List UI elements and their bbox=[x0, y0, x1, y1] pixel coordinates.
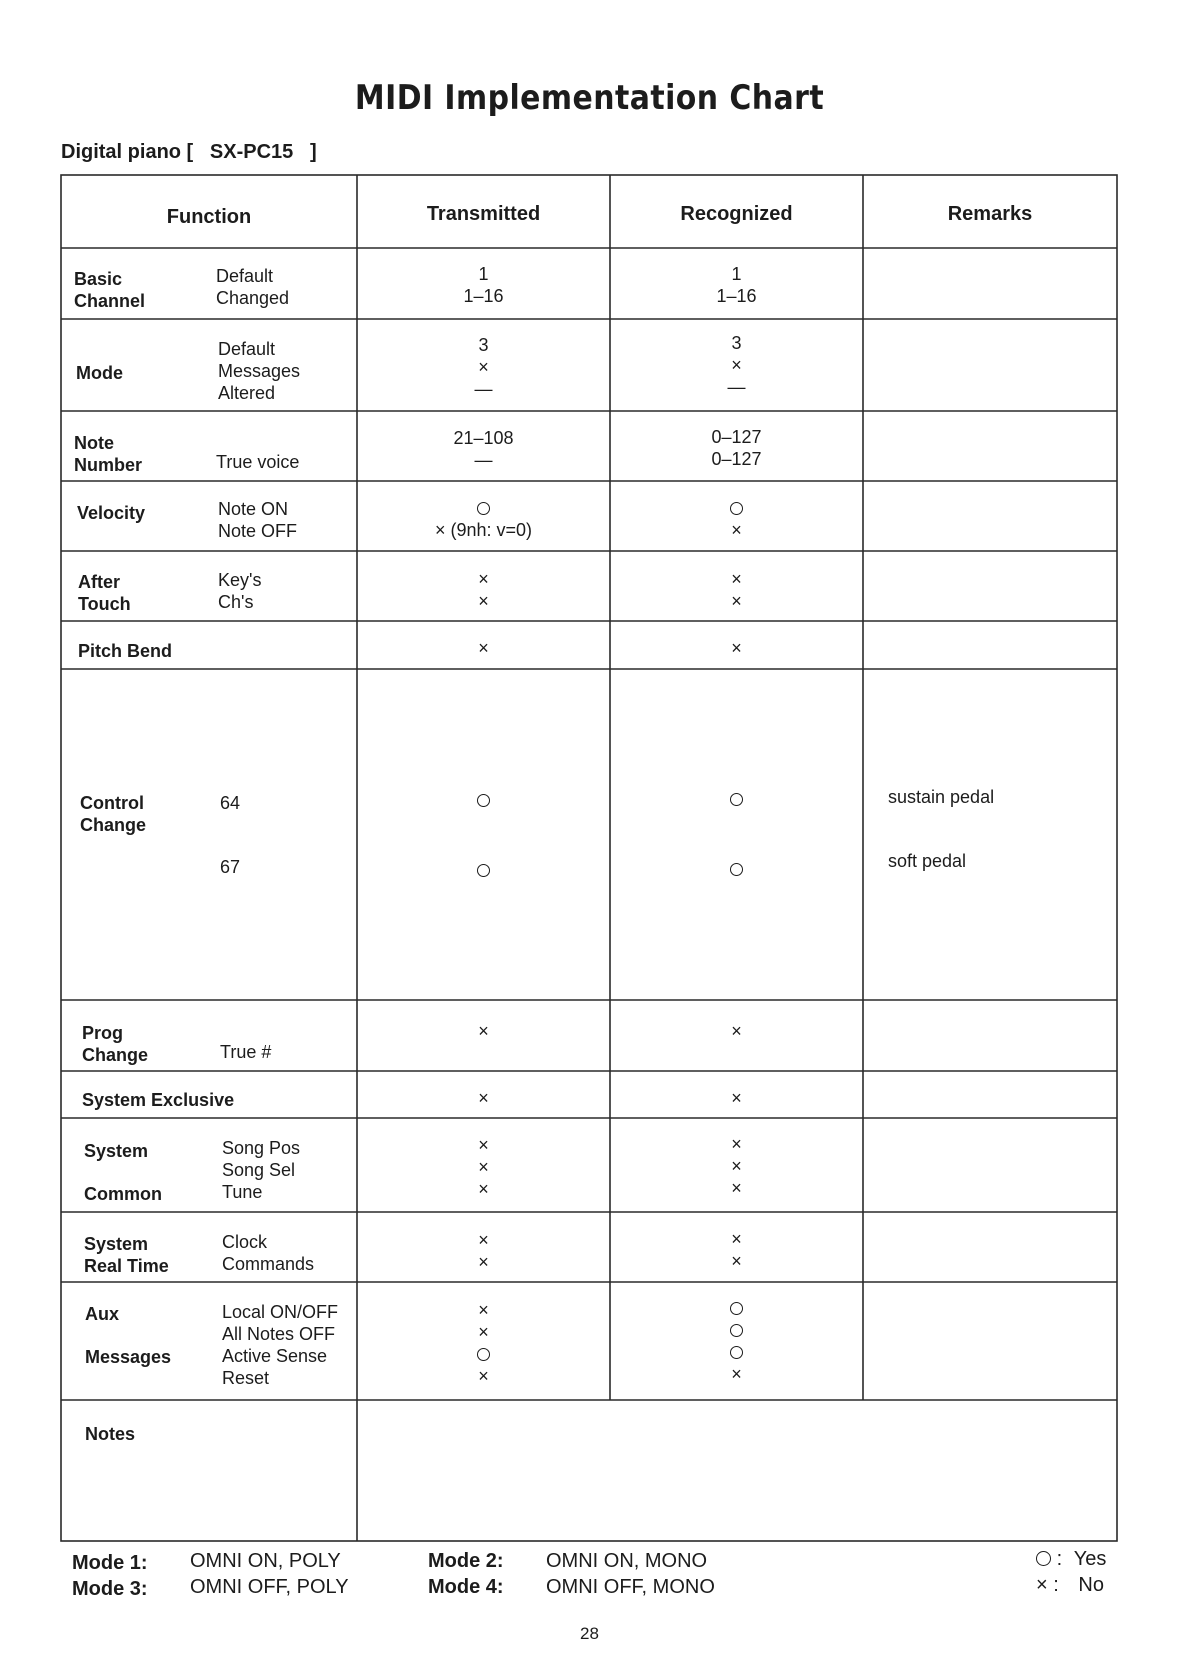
cc-64-tx bbox=[357, 789, 610, 811]
system-common-items: Song Pos Song Sel Tune bbox=[222, 1138, 301, 1202]
system-common-label-1: System bbox=[84, 1141, 149, 1161]
footer-mode3-value: OMNI OFF, POLY bbox=[190, 1576, 349, 1598]
cc-64-rx bbox=[610, 788, 863, 810]
circle-yes-icon bbox=[730, 863, 743, 876]
cross-no-icon: × bbox=[1036, 1574, 1048, 1596]
velocity-rx: × bbox=[610, 497, 863, 541]
after-touch-label: After Touch bbox=[78, 572, 131, 614]
aux-label-1: Aux bbox=[85, 1304, 120, 1324]
circle-yes-icon bbox=[477, 794, 490, 807]
note-number-item: True voice bbox=[216, 452, 300, 472]
after-touch-rx: × × bbox=[731, 569, 742, 611]
basic-channel-label: Basic Channel bbox=[74, 269, 146, 311]
prog-change-tx: × bbox=[478, 1021, 489, 1041]
aux-rx-all-notes bbox=[610, 1319, 863, 1341]
legend-no bbox=[1036, 1572, 1104, 1598]
circle-yes-icon bbox=[477, 864, 490, 877]
circle-yes-icon bbox=[730, 502, 743, 515]
system-common-rx: × × × bbox=[731, 1134, 742, 1198]
legend-no-sep: : bbox=[1053, 1574, 1059, 1596]
cc-64: 64 bbox=[220, 793, 241, 813]
aux-label-2: Messages bbox=[85, 1347, 172, 1367]
system-common-tx: × × × bbox=[478, 1135, 489, 1199]
mode-rx: 3 × — bbox=[727, 333, 746, 397]
footer-mode4-label: Mode 4: bbox=[428, 1576, 504, 1598]
footer-mode2-label: Mode 2: bbox=[428, 1550, 504, 1572]
velocity-label: Velocity bbox=[77, 503, 146, 523]
aux-rx-active-sense bbox=[610, 1341, 863, 1363]
system-real-time-items: Clock Commands bbox=[222, 1232, 315, 1274]
circle-yes-icon bbox=[477, 502, 490, 515]
prog-change-label: Prog Change bbox=[82, 1023, 149, 1065]
remark-soft-pedal: soft pedal bbox=[888, 851, 967, 871]
velocity-tx: × (9nh: v=0) bbox=[357, 497, 610, 541]
header-transmitted: Transmitted bbox=[426, 203, 541, 225]
footer-mode1-label: Mode 1: bbox=[72, 1552, 148, 1574]
velocity-tx-on bbox=[357, 497, 610, 519]
velocity-rx-on bbox=[610, 497, 863, 519]
notes-label: Notes bbox=[85, 1424, 136, 1444]
mode-label: Mode bbox=[76, 363, 123, 383]
mode-tx: 3 × — bbox=[474, 335, 493, 399]
aux-rx: × bbox=[610, 1297, 863, 1385]
system-exclusive-label: System Exclusive bbox=[82, 1090, 235, 1110]
control-change-label: Control Change bbox=[80, 793, 147, 835]
header-remarks: Remarks bbox=[947, 203, 1033, 225]
circle-yes-icon bbox=[730, 793, 743, 806]
circle-yes-icon bbox=[730, 1324, 743, 1337]
legend-yes bbox=[1036, 1546, 1106, 1572]
basic-channel-rx: 1 1–16 bbox=[716, 264, 757, 306]
note-number-tx: 21–108 — bbox=[453, 428, 514, 470]
header-function: Function bbox=[166, 206, 252, 228]
footer-mode1-value: OMNI ON, POLY bbox=[190, 1550, 341, 1572]
pitch-bend-rx: × bbox=[731, 638, 742, 658]
system-real-time-rx: × × bbox=[731, 1229, 742, 1271]
note-number-rx: 0–127 0–127 bbox=[711, 427, 762, 469]
prog-change-rx: × bbox=[731, 1021, 742, 1041]
circle-yes-icon bbox=[477, 1348, 490, 1361]
circle-yes-icon bbox=[1036, 1551, 1051, 1566]
legend-no-text: No bbox=[1078, 1574, 1104, 1596]
legend-yes-sep: : bbox=[1056, 1548, 1063, 1570]
legend-yes-text: Yes bbox=[1073, 1548, 1107, 1570]
device-suffix: ] bbox=[309, 141, 317, 163]
mode-items: Default Messages Altered bbox=[218, 339, 301, 403]
note-number-label: Note Number bbox=[74, 433, 143, 475]
header-recognized: Recognized bbox=[680, 203, 793, 225]
system-real-time-tx: × × bbox=[478, 1230, 489, 1272]
aux-rx-local bbox=[610, 1297, 863, 1319]
pitch-bend-tx: × bbox=[478, 638, 489, 658]
page-title: MIDI Implementation Chart bbox=[354, 78, 825, 118]
aux-tx: × × × bbox=[357, 1299, 610, 1387]
footer-mode2-value: OMNI ON, MONO bbox=[546, 1550, 708, 1572]
page-number: 28 bbox=[580, 1624, 599, 1643]
basic-channel-items: Default Changed bbox=[216, 266, 290, 308]
aux-items: Local ON/OFF All Notes OFF Active Sense Reset bbox=[222, 1302, 339, 1388]
cc-67-rx bbox=[610, 858, 863, 880]
footer-mode3-label: Mode 3: bbox=[72, 1578, 148, 1600]
system-exclusive-rx: × bbox=[731, 1088, 742, 1108]
device-prefix: Digital piano [ bbox=[61, 141, 194, 163]
cc-67: 67 bbox=[220, 857, 241, 877]
circle-yes-icon bbox=[730, 1302, 743, 1315]
prog-change-item: True # bbox=[220, 1042, 272, 1062]
system-exclusive-tx: × bbox=[478, 1088, 489, 1108]
system-real-time-label: System Real Time bbox=[84, 1234, 169, 1276]
velocity-items: Note ON Note OFF bbox=[218, 499, 298, 541]
basic-channel-tx: 1 1–16 bbox=[463, 264, 504, 306]
aux-tx-active-sense bbox=[357, 1343, 610, 1365]
system-common-label-2: Common bbox=[84, 1184, 162, 1204]
pitch-bend-label: Pitch Bend bbox=[78, 641, 173, 661]
cc-67-tx bbox=[357, 859, 610, 881]
after-touch-items: Key's Ch's bbox=[218, 570, 262, 612]
remark-sustain-pedal: sustain pedal bbox=[888, 787, 995, 807]
device-model: SX-PC15 bbox=[209, 141, 294, 163]
circle-yes-icon bbox=[730, 1346, 743, 1359]
footer-mode4-value: OMNI OFF, MONO bbox=[546, 1576, 715, 1598]
after-touch-tx: × × bbox=[478, 569, 489, 611]
